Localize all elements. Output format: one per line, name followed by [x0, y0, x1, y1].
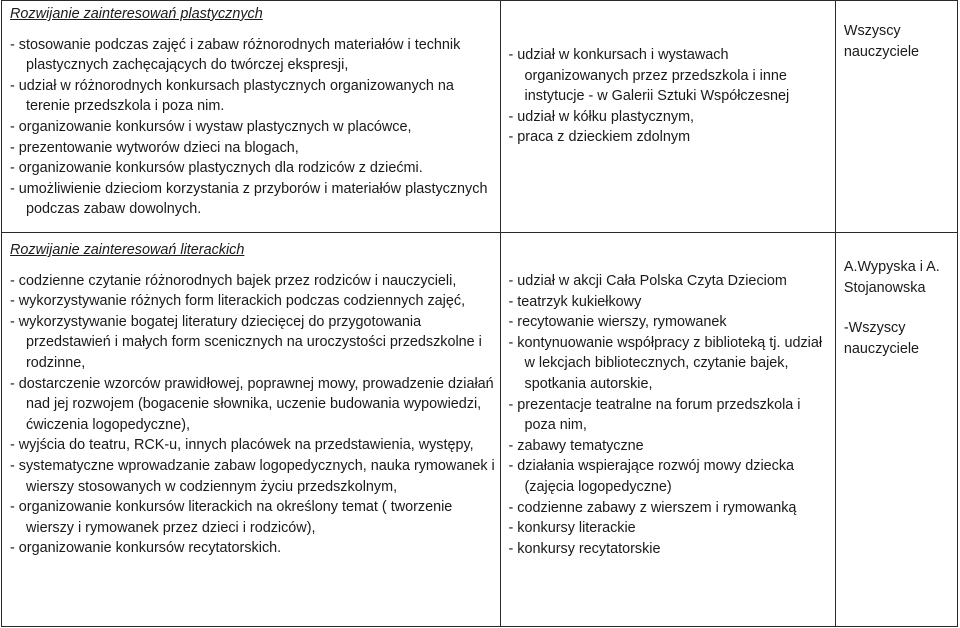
list-item: - prezentowanie wytworów dzieci na blogach,	[10, 139, 299, 156]
list-item: - prezentacje teatralne na forum przedszkola i poza nim,	[508, 396, 801, 434]
responsible-cell	[835, 1, 957, 233]
list-item: - organizowanie konkursów i wystaw plastycznych w placówce,	[10, 118, 412, 135]
list-item: - organizowanie konkursów literackich na określony temat ( tworzenie wierszy i rymowanek przez dzieci i rodziców),	[10, 499, 453, 536]
list-item: - praca z dzieckiem zdolnym	[508, 129, 691, 146]
responsible-person: Wszyscy nauczyciele	[843, 23, 920, 60]
responsible-person: A.Wypyska i A. Stojanowska	[843, 259, 940, 296]
list-item: - organizowanie konkursów plastycznych dla rodziców z dziećmi.	[10, 160, 423, 177]
list-item: - udział w różnorodnych konkursach plastycznych organizowanych na terenie przedszkola i poza nim.	[10, 77, 454, 115]
section-heading: Rozwijanie zainteresowań plastycznych	[10, 6, 263, 22]
list-item: - wyjścia do teatru, RCK-u, innych placówek na przedstawienia, występy,	[10, 437, 474, 454]
list-item: - organizowanie konkursów recytatorskich.	[10, 540, 282, 557]
table-row	[2, 233, 958, 627]
forms-cell	[500, 233, 835, 627]
list-item: - udział w kółku plastycznym,	[508, 108, 695, 125]
list-item: - recytowanie wierszy, rymowanek	[508, 314, 727, 331]
section-heading: Rozwijanie zainteresowań literackich	[10, 242, 245, 258]
list-item: - działania wspierające rozwój mowy dziecka (zajęcia logopedyczne)	[508, 458, 795, 495]
list-item: - wykorzystywanie różnych form literackich podczas codziennych zajęć,	[10, 293, 466, 310]
list-item: - umożliwienie dzieciom korzystania z przyborów i materiałów plastycznych podczas zabaw dowolnych.	[10, 180, 488, 218]
tasks-cell	[2, 1, 501, 233]
list-item: - stosowanie podczas zajęć i zabaw różnorodnych materiałów i technik plastycznych zachęcających do twórczej ekspresji,	[10, 36, 461, 74]
tasks-cell	[2, 233, 501, 627]
list-item: - kontynuowanie współpracy z biblioteką tj. udział w lekcjach bibliotecznych, czytanie bajek, spotkania autorskie,	[508, 334, 823, 392]
list-item: - codzienne czytanie różnorodnych bajek przez rodziców i nauczycieli,	[10, 272, 457, 289]
forms-cell	[500, 1, 835, 233]
list-item: - codzienne zabawy z wierszem i rymowanką	[508, 499, 797, 516]
responsible-person: -Wszyscy nauczyciele	[843, 320, 920, 357]
list-item: - teatrzyk kukiełkowy	[508, 293, 642, 310]
responsible-cell	[835, 233, 957, 627]
list-item: - zabawy tematyczne	[508, 437, 644, 454]
list-item: - konkursy literackie	[508, 520, 636, 537]
list-item: - udział w konkursach i wystawach organizowanych przez przedszkola i inne instytucje - w Galerii Sztuki Współczesnej	[508, 47, 790, 105]
list-item: - dostarczenie wzorców prawidłowej, poprawnej mowy, prowadzenie działań nad jej rozwojem (bogacenie słownika, uczenie budowania wypowiedzi, ćwiczenia logopedyczne),	[10, 375, 494, 433]
list-item: - udział w akcji Cała Polska Czyta Dzieciom	[508, 273, 787, 289]
list-item: - systematyczne wprowadzanie zabaw logopedycznych, nauka rymowanek i wierszy stosowanych w codziennym życiu przedszkolnym,	[10, 457, 495, 495]
table-row	[2, 1, 958, 233]
list-item: - wykorzystywanie bogatej literatury dziecięcej do przygotowania przedstawień i małych form scenicznych na uroczystości przedszkolne i rodzinne,	[10, 313, 482, 371]
plan-table	[1, 0, 958, 627]
list-item: - konkursy recytatorskie	[508, 540, 661, 557]
